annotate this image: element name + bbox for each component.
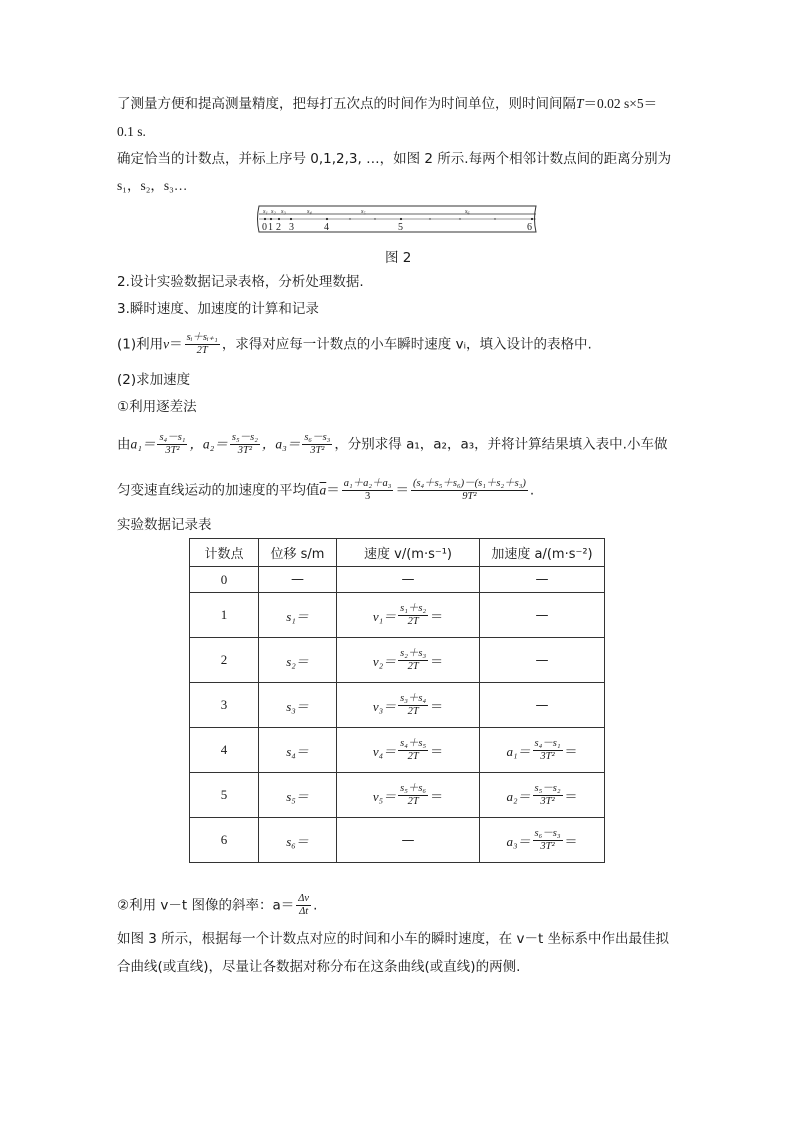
method1-fraction-a1: $\frac{\text{s₄－s₁}}{\text{3T²}}$ [159, 432, 186, 456]
tape-seg-s3: s₃ [281, 208, 286, 215]
para1-line2: 0.1 s. [117, 124, 146, 139]
method1-fraction-a3: $\frac{\text{s₆－s₃}}{\text{3T²}}$ [304, 432, 331, 456]
average-fraction-1: $\frac{\text{a₁＋a₂＋a₃}}{3}$ [343, 478, 392, 502]
fig3-line1: 如图 3 所示，根据每一个计数点对应的时间和小车的瞬时速度，在 v－t 坐标系中作出最佳拟 [117, 931, 670, 947]
tape-point-3: 3 [289, 222, 294, 233]
average-line: 匀变速直线运动的加速度的平均值$\overline{a}=$ $\frac{\text{a₁＋a₂＋a₃}}{3}$ ＝ $\frac{\text{(s₄＋s₅＋s₆)－(s₁＋s₂＋s₃)}}{\text{9T²}}$ . [117, 478, 535, 502]
sub1-line: (1)利用v＝ $\frac{\text{sᵢ＋sᵢ₊₁}}{2T}$ ，求得对应每一计数点的小车瞬时速度 vᵢ，填入设计的表格中. [117, 332, 592, 356]
para2-line1: 确定恰当的计数点，并标上序号 0,1,2,3, …，如图 2 所示.每两个相邻计数点间的距离分别为 [117, 151, 672, 167]
tape-point-1: 1 [268, 222, 273, 233]
table-row: 6 s₆＝ — a₃＝ $\frac{\text{s₆－s₃}}{\text{3T²}}$ ＝ [190, 818, 605, 863]
table-row: 4 s₄＝ v₄＝ $\frac{\text{s₄＋s₅}}{2T}$ ＝ a₁＝ $\frac{\text{s₄－s₁}}{\text{3T²}}$ ＝ [190, 728, 605, 773]
method1-title: ①利用逐差法 [117, 399, 197, 415]
para2-line2: s₁，s₂，s₃… [117, 178, 188, 193]
header-velocity: 速度 v/(m·s⁻¹) [337, 539, 480, 567]
table-row: 2 s₂＝ v₂＝ $\frac{\text{s₂＋s₃}}{2T}$ ＝ — [190, 638, 605, 683]
step3-text: 3.瞬时速度、加速度的计算和记录 [117, 301, 319, 317]
tape-point-4: 4 [324, 222, 329, 233]
method1-fraction-a2: $\frac{\text{s₅－s₂}}{\text{3T²}}$ [231, 432, 258, 456]
header-counting-point: 计数点 [190, 539, 259, 567]
tape-seg-s2: s₂ [271, 208, 276, 215]
average-fraction-2: $\frac{\text{(s₄＋s₅＋s₆)－(s₁＋s₂＋s₃)}}{\text{9T²}}$ [412, 478, 526, 502]
sub2-text: (2)求加速度 [117, 372, 191, 388]
para1-line1: 了测量方便和提高测量精度，把每打五次点的时间作为时间单位，则时间间隔T＝0.02 s×5＝ [117, 96, 658, 112]
table-row: 0 — — — [190, 567, 605, 593]
tape-diagram [255, 203, 540, 235]
tape-point-5: 5 [398, 222, 403, 233]
table-title: 实验数据记录表 [117, 517, 212, 533]
tape-point-2: 2 [276, 222, 281, 233]
step2-text: 2.设计实验数据记录表格，分析处理数据. [117, 274, 364, 290]
tape-seg-s6: s₆ [465, 208, 470, 215]
tape-seg-s1: s₁ [263, 208, 268, 215]
tape-seg-s5: s₅ [361, 208, 366, 215]
figure2-caption: 图 2 [385, 250, 412, 266]
header-displacement: 位移 s/m [259, 539, 337, 567]
method2-line: ②利用 v－t 图像的斜率：a＝ $\frac{\Delta v}{\Delta t}$ . [117, 893, 318, 917]
fig3-line2: 合曲线(或直线)，尽量让各数据对称分布在这条曲线(或直线)的两侧. [117, 959, 521, 975]
method2-fraction: $\frac{\Delta v}{\Delta t}$ [298, 893, 310, 917]
figure2-tape [255, 203, 540, 235]
table-row: 1 s₁＝ v₁＝ $\frac{\text{s₁＋s₂}}{2T}$ ＝ — [190, 593, 605, 638]
header-acceleration: 加速度 a/(m·s⁻²) [480, 539, 605, 567]
table-header-row [190, 539, 605, 567]
tape-point-0: 0 [262, 222, 267, 233]
method1-line: 由a₁＝ $\frac{\text{s₄－s₁}}{\text{3T²}}$ ，a₂＝ $\frac{\text{s₅－s₂}}{\text{3T²}}$ ，a₃＝ $\frac{\text{s₆－s₃}}{\text{3T²}}$ ，分别求得 a₁，a₂，a₃，并将计算结果填入表中.小车做 [117, 432, 668, 456]
table-row: 5 s₅＝ v₅＝ $\frac{\text{s₅＋s₆}}{2T}$ ＝ a₂＝ $\frac{\text{s₅－s₂}}{\text{3T²}}$ ＝ [190, 773, 605, 818]
tape-seg-s4: s₄ [307, 208, 312, 215]
table-row: 3 s₃＝ v₃＝ $\frac{\text{s₃＋s₄}}{2T}$ ＝ — [190, 683, 605, 728]
data-record-table [189, 538, 605, 863]
tape-point-6: 6 [527, 222, 532, 233]
sub1-fraction: $\frac{\text{sᵢ＋sᵢ₊₁}}{2T}$ [186, 332, 218, 356]
